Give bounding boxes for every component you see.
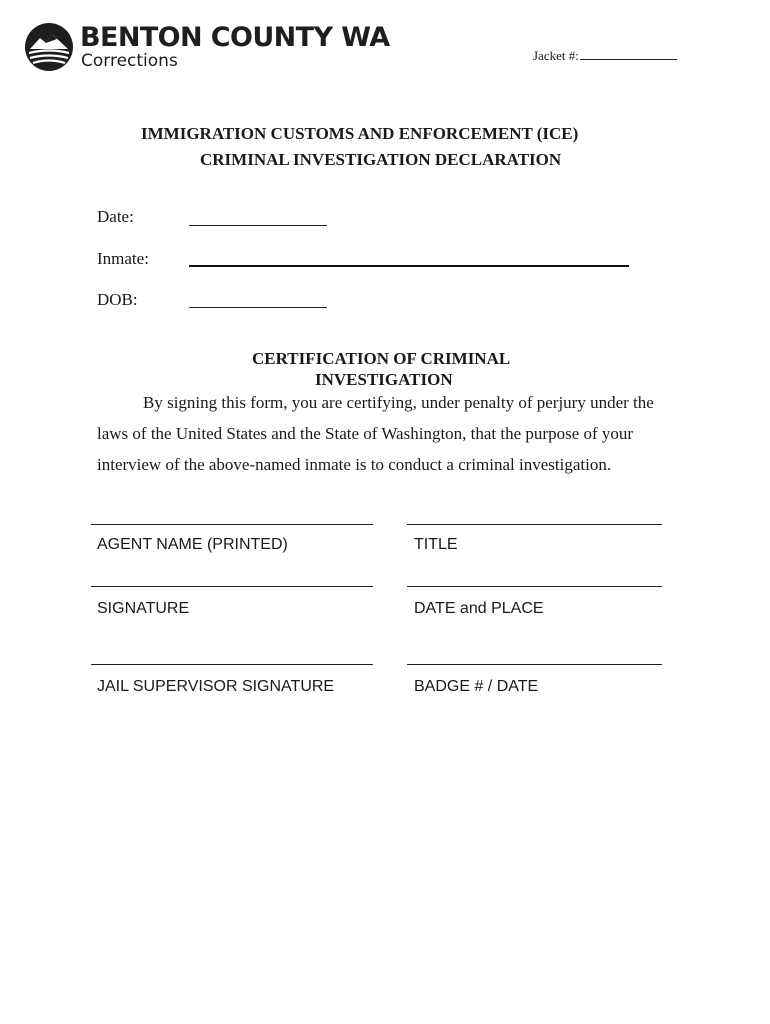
org-name: BENTON COUNTY WA (80, 22, 390, 53)
certification-text-line1: By signing this form, you are certifying, under penalty of perjury under the (143, 393, 654, 412)
dob-label: DOB: (97, 290, 138, 309)
inmate-label: Inmate: (97, 249, 149, 268)
dob-field[interactable] (189, 307, 327, 308)
certification-text-line2: laws of the United States and the State of Washington, that the purpose of your (97, 424, 634, 443)
org-subtitle: Corrections (81, 51, 178, 71)
signature-field[interactable] (91, 586, 373, 587)
county-logo-icon (24, 22, 74, 72)
badge-date-field[interactable] (407, 664, 662, 665)
title-label: TITLE (414, 536, 458, 553)
title-field[interactable] (407, 524, 662, 525)
inmate-field[interactable] (189, 265, 629, 267)
jail-supervisor-signature-label: JAIL SUPERVISOR SIGNATURE (97, 678, 335, 695)
date-place-field[interactable] (407, 586, 662, 587)
date-label: Date: (97, 207, 134, 226)
signature-label: SIGNATURE (97, 600, 190, 617)
agent-name-label: AGENT NAME (PRINTED) (97, 536, 288, 553)
certification-heading-line1: CERTIFICATION OF CRIMINAL (252, 349, 511, 368)
form-title-line2: CRIMINAL INVESTIGATION DECLARATION (200, 150, 562, 169)
certification-text-line3: interview of the above-named inmate is to conduct a criminal investigation. (97, 455, 612, 474)
jail-supervisor-signature-field[interactable] (91, 664, 373, 665)
date-place-label: DATE and PLACE (414, 600, 544, 617)
badge-date-label: BADGE # / DATE (414, 678, 539, 695)
jacket-label: Jacket #: (533, 48, 579, 63)
agent-name-field[interactable] (91, 524, 373, 525)
certification-heading-line2: INVESTIGATION (315, 370, 453, 389)
form-title-line1: IMMIGRATION CUSTOMS AND ENFORCEMENT (ICE) (141, 124, 579, 143)
jacket-number-field[interactable] (533, 48, 677, 64)
date-field[interactable] (189, 225, 327, 226)
jacket-blank[interactable] (580, 48, 677, 60)
